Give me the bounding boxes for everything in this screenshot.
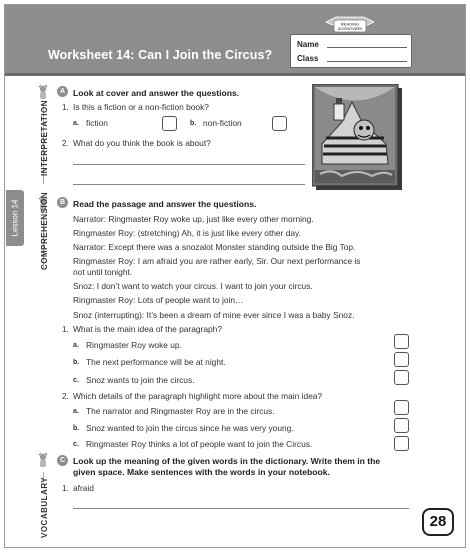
option-letter: c. [73,441,79,448]
option-text: fiction [86,118,108,128]
question-number: 2. [62,392,69,401]
option-checkbox[interactable] [394,334,409,349]
option-text: Ringmaster Roy woke up. [86,340,182,350]
lesson-tab [6,190,24,246]
answer-line[interactable] [73,184,305,185]
answer-line[interactable] [73,508,409,509]
series-logo [324,14,376,36]
option-checkbox[interactable] [394,436,409,451]
question-number: 1. [62,484,69,493]
class-field[interactable] [327,61,407,62]
section-c-heading-line-1: Look up the meaning of the given words in the dictionary. Write them in the [73,456,381,466]
section-a-heading: Look at cover and answer the questions. [73,88,240,98]
passage-line: Snoz (interrupting): It’s been a dream of mine ever since I was a baby Snoz. [73,310,355,320]
question-number: 1. [62,103,69,112]
worksheet-title: Worksheet 14: Can I Join the Circus? [48,48,273,62]
option-checkbox[interactable] [394,400,409,415]
option-letter: b. [73,359,80,366]
option-text: The next performance will be at night. [86,357,226,367]
option-letter: a. [73,120,79,127]
question-text: Which details of the paragraph highlight more about the main idea? [73,391,323,401]
name-field[interactable] [327,47,407,48]
option-checkbox[interactable] [394,418,409,433]
option-letter: a. [73,408,79,415]
option-text: Snoz wanted to join the circus since he was very young. [86,423,294,433]
question-number: 2. [62,139,69,148]
mascot-icon [36,452,50,470]
passage-line: Narrator: Ringmaster Roy woke up, just like every other morning. [73,214,314,224]
section-a-badge: A [57,86,68,97]
option-text: Snoz wants to join the circus. [86,375,195,385]
section-a-side-label: INTERPRETATION [40,99,49,176]
option-checkbox[interactable] [272,116,287,131]
option-text: The narrator and Ringmaster Roy are in the circus. [86,406,275,416]
section-c-heading-line-2: given space. Make sentences with the words in your notebook. [73,467,330,477]
option-letter: b. [190,120,197,127]
page-number: 28 [422,508,454,536]
name-class-box [290,34,412,68]
svg-text:READING: READING [340,21,360,27]
passage-line: Ringmaster Roy: I am afraid you are rather early, Sir. Our next performance is [73,256,361,266]
lesson-tab-label: Lesson 14 [10,199,20,237]
vocabulary-word: afraid [73,483,94,493]
section-b-badge: B [57,197,68,208]
class-label: Class [297,54,319,63]
question-number: 1. [62,325,69,334]
book-cover-image [312,84,404,192]
section-c-side-label: VOCABULARY [40,476,49,538]
section-c-badge: C [57,455,68,466]
section-b-heading: Read the passage and answer the questions. [73,199,257,209]
option-checkbox[interactable] [394,352,409,367]
option-checkbox[interactable] [162,116,177,131]
option-letter: c. [73,377,79,384]
option-text: non-fiction [203,118,242,128]
passage-line: Ringmaster Roy: Lots of people want to join… [73,295,244,305]
option-letter: a. [73,342,79,349]
svg-text:ADVENTURES: ADVENTURES [337,27,363,31]
passage-line: Narrator: Except there was a snozalot Monster standing outside the Big Top. [73,242,356,252]
question-text: What is the main idea of the paragraph? [73,324,222,334]
answer-line[interactable] [73,164,305,165]
option-letter: b. [73,425,80,432]
section-b-side-label: COMPREHENSION [40,191,49,270]
name-label: Name [297,40,319,49]
question-text: Is this a fiction or a non-fiction book? [73,102,209,112]
option-text: Ringmaster Roy thinks a lot of people want to join the Circus. [86,439,313,449]
passage-line: Ringmaster Roy: (stretching) Ah, it is just like every other day. [73,228,301,238]
passage-line: Snoz: I don’t want to watch your circus. I want to join your circus. [73,281,313,291]
option-checkbox[interactable] [394,370,409,385]
passage-line: not until tonight. [73,267,133,277]
question-text: What do you think the book is about? [73,138,211,148]
